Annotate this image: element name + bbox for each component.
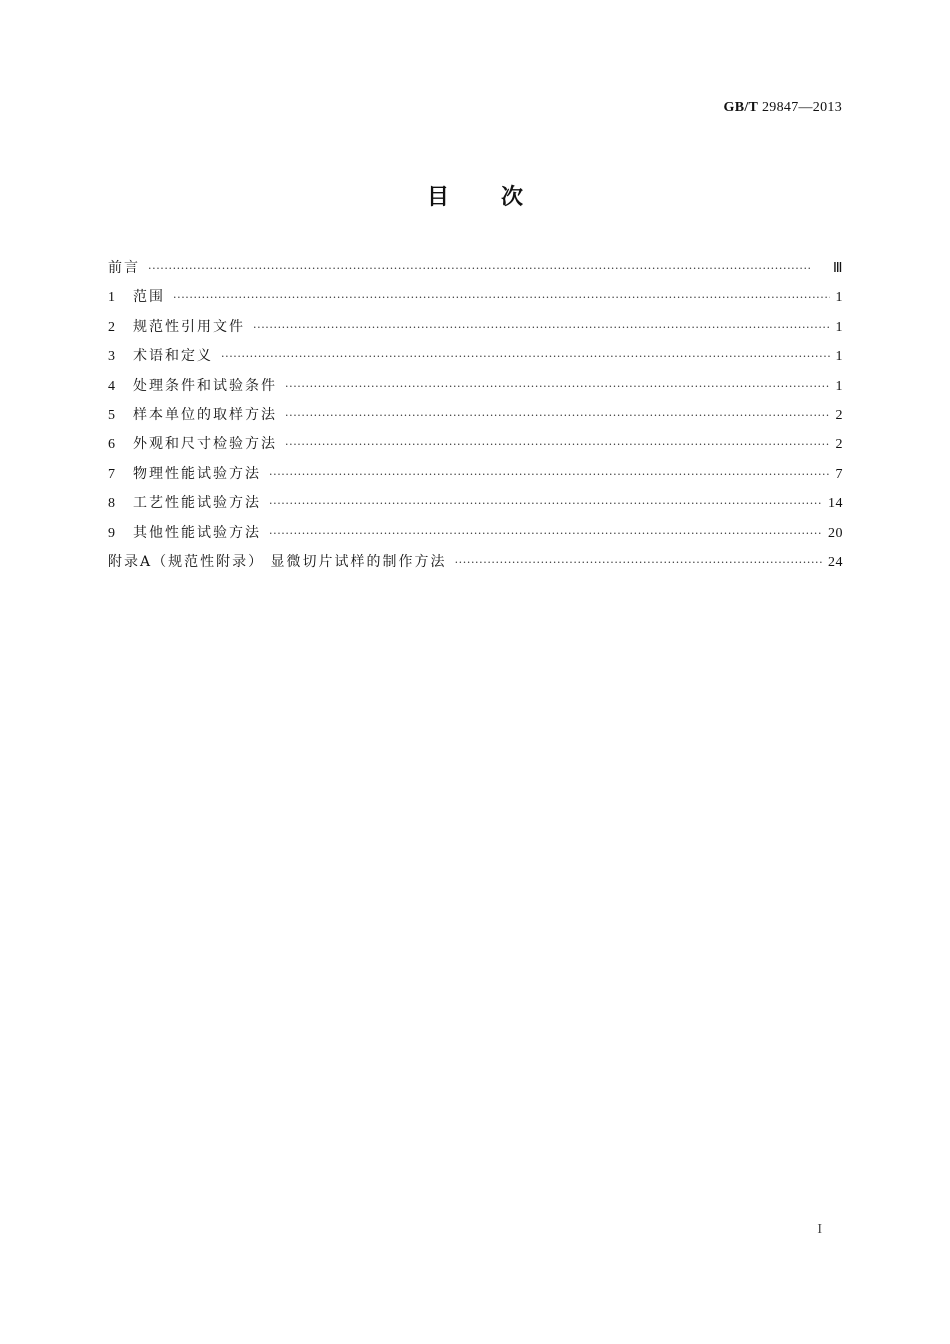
- toc-entry-title: 规范性引用文件: [133, 318, 245, 335]
- toc-entry-page: 2: [835, 407, 843, 423]
- toc-entry-page: 1: [835, 319, 843, 335]
- toc-leader-dots: [285, 409, 830, 422]
- toc-leader-dots: [269, 468, 830, 481]
- toc-entry-number: 8: [108, 496, 115, 512]
- toc-entry-title: 外观和尺寸检验方法: [133, 436, 277, 453]
- toc-leader-dots: [148, 262, 827, 275]
- table-of-contents: [108, 257, 843, 580]
- standard-number: 29847—2013: [762, 100, 842, 115]
- toc-entry-page: 1: [835, 290, 843, 306]
- toc-leader-dots: [253, 321, 830, 334]
- toc-entry-8[interactable]: [108, 492, 843, 521]
- toc-leader-dots: [173, 291, 830, 304]
- toc-entry-page: 7: [835, 466, 843, 482]
- title-char-2: 次: [501, 185, 524, 210]
- toc-entry-page: 14: [828, 496, 843, 512]
- toc-leader-dots: [285, 380, 830, 393]
- toc-entry-5[interactable]: [108, 404, 843, 433]
- standard-prefix: GB/T: [723, 100, 759, 115]
- page-title: [0, 180, 950, 211]
- toc-leader-dots: [221, 350, 830, 363]
- toc-entry-appendix-a[interactable]: [108, 551, 843, 580]
- toc-entry-title: 处理条件和试验条件: [133, 377, 277, 394]
- toc-entry-preface[interactable]: [108, 257, 843, 286]
- toc-entry-title: 其他性能试验方法: [133, 524, 261, 541]
- toc-entry-4[interactable]: [108, 375, 843, 404]
- toc-entry-page: 1: [835, 349, 843, 365]
- toc-leader-dots: [269, 497, 822, 510]
- toc-entry-title: 物理性能试验方法: [133, 465, 261, 482]
- toc-entry-number: 6: [108, 437, 115, 453]
- toc-entry-number: 1: [108, 290, 115, 306]
- toc-entry-1[interactable]: [108, 286, 843, 315]
- toc-entry-number: 7: [108, 466, 115, 482]
- toc-entry-6[interactable]: [108, 433, 843, 462]
- toc-entry-number: 3: [108, 349, 115, 365]
- page-number: I: [817, 1222, 822, 1237]
- toc-entry-page: 20: [828, 525, 843, 541]
- toc-leader-dots: [269, 527, 822, 540]
- toc-entry-page: Ⅲ: [832, 261, 843, 276]
- toc-entry-title: 范围: [133, 289, 165, 306]
- toc-entry-2[interactable]: [108, 316, 843, 345]
- toc-entry-3[interactable]: [108, 345, 843, 374]
- toc-entry-number: 5: [108, 407, 115, 423]
- toc-entry-7[interactable]: [108, 463, 843, 492]
- toc-entry-title: 术语和定义: [133, 348, 213, 365]
- toc-leader-dots: [455, 556, 822, 569]
- toc-entry-title: 附录A（规范性附录） 显微切片试样的制作方法: [108, 553, 447, 570]
- title-char-1: 目: [426, 185, 449, 210]
- toc-leader-dots: [285, 438, 830, 451]
- standard-code: [724, 100, 842, 116]
- toc-entry-page: 2: [835, 437, 843, 453]
- toc-entry-page: 1: [835, 378, 843, 394]
- toc-entry-page: 24: [828, 554, 843, 570]
- toc-entry-9[interactable]: [108, 522, 843, 551]
- toc-entry-title: 样本单位的取样方法: [133, 406, 277, 423]
- toc-entry-title: 工艺性能试验方法: [133, 495, 261, 512]
- toc-entry-number: 9: [108, 525, 115, 541]
- toc-entry-number: 4: [108, 378, 115, 394]
- toc-entry-title: 前言: [108, 260, 140, 276]
- toc-entry-number: 2: [108, 319, 115, 335]
